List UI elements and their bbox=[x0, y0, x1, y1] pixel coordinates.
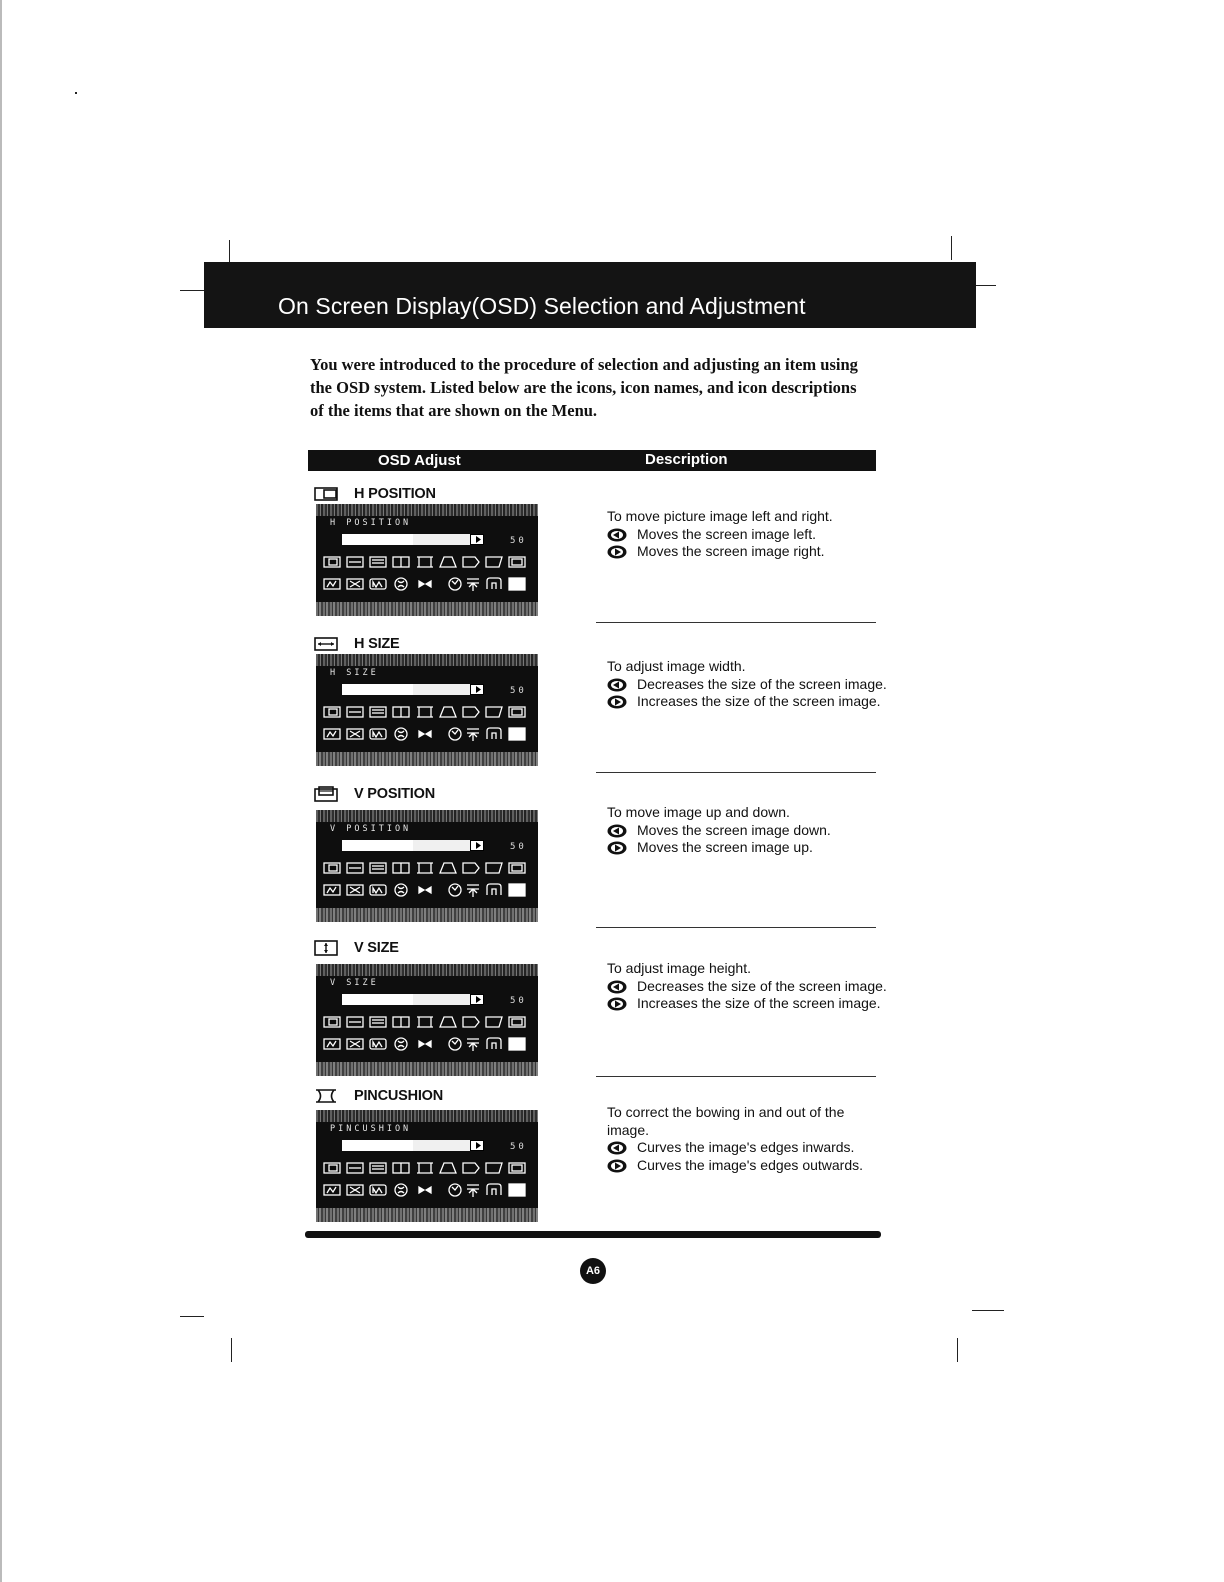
osd-value: 50 bbox=[510, 1142, 527, 1152]
h-size-icon bbox=[314, 636, 340, 652]
header-bar bbox=[204, 262, 976, 328]
button-description-text: Curves the image's edges outwards. bbox=[637, 1156, 864, 1173]
crop-mark bbox=[957, 1338, 958, 1362]
bar-right-arrow-icon bbox=[470, 1140, 484, 1151]
column-osd-adjust: OSD Adjust bbox=[378, 452, 461, 469]
left-button-icon bbox=[607, 980, 627, 994]
bar-right-arrow-icon bbox=[470, 840, 484, 851]
osd-menu-screenshot bbox=[316, 504, 538, 616]
osd-menu-screenshot bbox=[316, 654, 538, 766]
item-heading bbox=[314, 634, 400, 654]
osd-icon-row bbox=[322, 704, 534, 720]
item-name: V SIZE bbox=[354, 940, 399, 956]
v-position-icon bbox=[314, 786, 340, 802]
crop-mark bbox=[951, 236, 952, 260]
item-heading bbox=[314, 1086, 443, 1106]
osd-menu-screenshot bbox=[316, 810, 538, 922]
speck bbox=[75, 92, 77, 94]
row-separator bbox=[596, 927, 876, 928]
button-description-text: Increases the size of the screen image. bbox=[637, 693, 881, 709]
button-description-text: Decreases the size of the screen image. bbox=[637, 675, 887, 692]
osd-title: H POSITION bbox=[330, 518, 412, 528]
osd-icon-row bbox=[322, 860, 534, 876]
osd-level-fill bbox=[342, 534, 413, 545]
item-name: V POSITION bbox=[354, 786, 435, 802]
bar-right-arrow-icon bbox=[470, 994, 484, 1005]
osd-icon-row bbox=[322, 882, 534, 898]
item-name: H POSITION bbox=[354, 486, 436, 502]
osd-noise bbox=[316, 964, 538, 976]
button-description bbox=[607, 978, 887, 996]
osd-level-bar bbox=[342, 1140, 484, 1151]
button-description bbox=[607, 543, 887, 561]
button-description-text: Curves the image's edges inwards. bbox=[637, 1139, 855, 1155]
crop-mark bbox=[976, 285, 996, 286]
description-text: To move picture image left and right. bbox=[607, 508, 833, 524]
osd-noise bbox=[316, 654, 538, 666]
osd-icon-row bbox=[322, 726, 534, 742]
crop-mark bbox=[972, 1310, 1004, 1311]
left-button-icon bbox=[607, 678, 627, 692]
item-heading bbox=[314, 938, 399, 958]
item-heading bbox=[314, 484, 436, 504]
osd-icon-row bbox=[322, 554, 534, 570]
button-description-text: Decreases the size of the screen image. bbox=[637, 977, 887, 994]
osd-level-bar bbox=[342, 534, 484, 545]
button-description-text: Moves the screen image right. bbox=[637, 543, 825, 559]
item-description bbox=[607, 508, 887, 561]
h-position-icon bbox=[314, 486, 340, 502]
osd-title: V SIZE bbox=[330, 978, 379, 988]
crop-mark bbox=[229, 240, 230, 264]
item-description bbox=[607, 960, 887, 1013]
page-edge bbox=[0, 0, 2, 1582]
osd-menu-screenshot bbox=[316, 964, 538, 1076]
description-text: To move image up and down. bbox=[607, 804, 790, 820]
item-name: PINCUSHION bbox=[354, 1088, 444, 1104]
item-heading bbox=[314, 784, 435, 804]
item-name: H SIZE bbox=[354, 636, 400, 652]
osd-title: PINCUSHION bbox=[330, 1124, 412, 1134]
crop-mark bbox=[180, 290, 204, 291]
bottom-rule bbox=[305, 1231, 881, 1238]
osd-icon-row bbox=[322, 1182, 534, 1198]
left-button-icon bbox=[607, 1141, 627, 1155]
osd-noise bbox=[316, 810, 538, 822]
v-size-icon bbox=[314, 940, 340, 956]
column-description: Description bbox=[645, 451, 728, 468]
button-description bbox=[607, 1157, 887, 1175]
button-description bbox=[607, 839, 887, 857]
osd-menu-screenshot bbox=[316, 1110, 538, 1222]
osd-noise bbox=[316, 504, 538, 516]
osd-level-fill bbox=[342, 684, 413, 695]
description-text: To adjust image height. bbox=[607, 960, 751, 976]
crop-mark bbox=[231, 1338, 232, 1362]
osd-noise bbox=[316, 752, 538, 766]
button-description-text: Moves the screen image down. bbox=[637, 821, 831, 838]
osd-title: V POSITION bbox=[330, 824, 412, 834]
item-description bbox=[607, 1104, 887, 1174]
osd-title: H SIZE bbox=[330, 668, 379, 678]
button-description bbox=[607, 693, 887, 711]
osd-level-bar bbox=[342, 684, 484, 695]
button-description-text: Moves the screen image up. bbox=[637, 839, 813, 855]
item-description bbox=[607, 804, 887, 857]
right-button-icon bbox=[607, 695, 627, 709]
osd-icon-row bbox=[322, 576, 534, 592]
osd-icon-row bbox=[322, 1036, 534, 1052]
page-title: On Screen Display(OSD) Selection and Adjustment bbox=[278, 293, 806, 319]
table-header bbox=[308, 450, 876, 471]
right-button-icon bbox=[607, 545, 627, 559]
left-button-icon bbox=[607, 824, 627, 838]
osd-value: 50 bbox=[510, 536, 527, 546]
pincushion-icon bbox=[314, 1088, 340, 1104]
button-description bbox=[607, 822, 887, 840]
right-button-icon bbox=[607, 1159, 627, 1173]
description-text: To adjust image width. bbox=[607, 658, 746, 674]
osd-level-fill bbox=[342, 840, 413, 851]
row-separator bbox=[596, 622, 876, 623]
osd-noise bbox=[316, 1110, 538, 1122]
row-separator bbox=[596, 1076, 876, 1077]
intro-paragraph: You were introduced to the procedure of selection and adjusting an item using the OSD system. Listed below are the icons, icon names, and icon descriptions of the items that are shown on the Menu. bbox=[310, 355, 858, 420]
osd-noise bbox=[316, 602, 538, 616]
page-number-badge: A6 bbox=[580, 1258, 606, 1284]
button-description-text: Increases the size of the screen image. bbox=[637, 995, 881, 1011]
row-separator bbox=[596, 772, 876, 773]
right-button-icon bbox=[607, 997, 627, 1011]
bar-right-arrow-icon bbox=[470, 534, 484, 545]
osd-noise bbox=[316, 1062, 538, 1076]
item-description bbox=[607, 658, 887, 711]
osd-value: 50 bbox=[510, 996, 527, 1006]
description-text: To correct the bowing in and out of the image. bbox=[607, 1104, 845, 1138]
osd-icon-row bbox=[322, 1160, 534, 1176]
button-description-text: Moves the screen image left. bbox=[637, 525, 816, 542]
right-button-icon bbox=[607, 841, 627, 855]
osd-level-fill bbox=[342, 1140, 413, 1151]
osd-noise bbox=[316, 908, 538, 922]
button-description bbox=[607, 1139, 887, 1157]
osd-icon-row bbox=[322, 1014, 534, 1030]
button-description bbox=[607, 995, 887, 1013]
osd-level-bar bbox=[342, 840, 484, 851]
osd-level-bar bbox=[342, 994, 484, 1005]
button-description bbox=[607, 526, 887, 544]
left-button-icon bbox=[607, 528, 627, 542]
osd-value: 50 bbox=[510, 686, 527, 696]
osd-value: 50 bbox=[510, 842, 527, 852]
bar-right-arrow-icon bbox=[470, 684, 484, 695]
osd-level-fill bbox=[342, 994, 413, 1005]
osd-noise bbox=[316, 1208, 538, 1222]
button-description bbox=[607, 676, 887, 694]
crop-mark bbox=[180, 1316, 204, 1317]
